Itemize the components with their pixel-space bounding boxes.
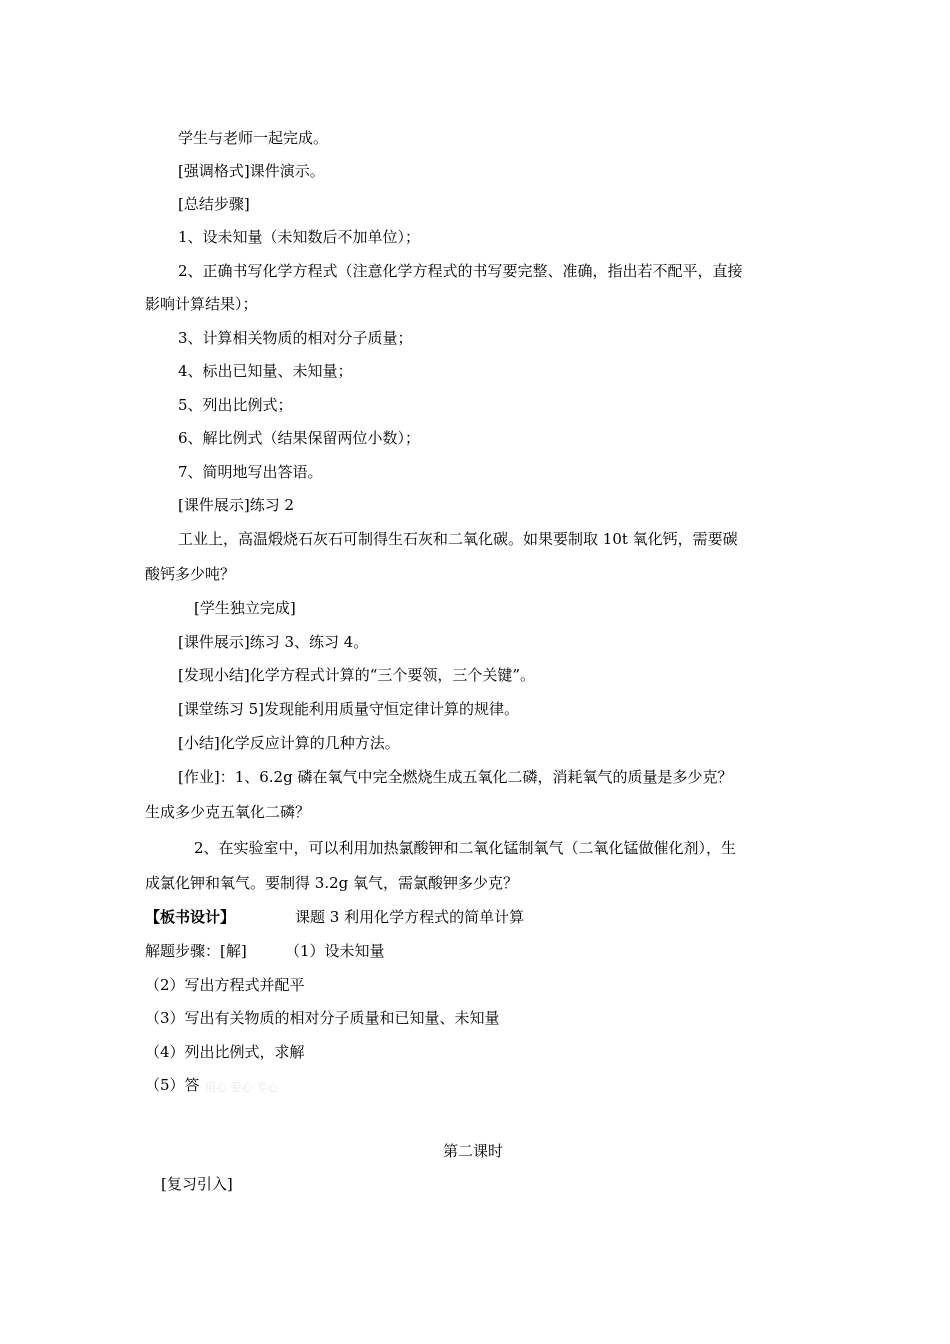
text-line: （5）答 (145, 1076, 200, 1094)
text-line: （3）写出有关物质的相对分子质量和已知量、未知量 (145, 1009, 500, 1027)
watermark-text: 用心 爱心 专心 (205, 1081, 278, 1094)
text-line: 2、正确书写化学方程式（注意化学方程式的书写要完整、准确，指出若不配平，直接 (178, 262, 743, 280)
text-line: [课件展示]练习 2 (178, 496, 295, 514)
text-line: [发现小结]化学方程式计算的“三个要领，三个关键”。 (178, 666, 536, 684)
text-line: [课堂练习 5]发现能利用质量守恒定律计算的规律。 (178, 700, 520, 718)
text-line: 影响计算结果）； (145, 295, 258, 313)
text-line: [小结]化学反应计算的几种方法。 (178, 734, 400, 752)
section-title: 第二课时 (443, 1142, 504, 1160)
text-line: [作业]：1、6.2g 磷在氧气中完全燃烧生成五氧化二磷，消耗氧气的质量是多少克？ (178, 768, 733, 786)
text-line: 学生与老师一起完成。 (178, 129, 329, 147)
text-line: [总结步骤] (178, 195, 250, 213)
text-line: 工业上，高温煅烧石灰石可制得生石灰和二氧化碳。如果要制取 10t 氧化钙，需要碳 (178, 530, 738, 548)
text-line: 1、设未知量（未知数后不加单位）； (178, 228, 421, 246)
text-line: 2、在实验室中，可以利用加热氯酸钾和二氧化锰制氧气（二氧化锰做催化剂），生 (194, 839, 737, 857)
text-line: [课件展示]练习 3、练习 4。 (178, 633, 369, 651)
text-line: （1）设未知量 (285, 942, 385, 960)
text-line: 4、标出已知量、未知量； (178, 362, 353, 380)
text-line: [学生独立完成] (194, 599, 296, 617)
text-line: （4）列出比例式，求解 (145, 1043, 305, 1061)
text-line: 3、计算相关物质的相对分子质量； (178, 329, 413, 347)
text-line: 解题步骤：[解] (145, 942, 247, 960)
text-line: 酸钙多少吨？ (145, 565, 236, 583)
text-line: [复习引入] (161, 1175, 233, 1193)
text-line: [强调格式]课件演示。 (178, 162, 325, 180)
board-design-label: 【板书设计】 (145, 908, 236, 926)
board-design-title: 课题 3 利用化学方程式的简单计算 (295, 908, 525, 926)
text-line: 6、解比例式（结果保留两位小数）； (178, 429, 421, 447)
text-line: 5、列出比例式； (178, 396, 293, 414)
text-line: （2）写出方程式并配平 (145, 976, 305, 994)
text-line: 成氯化钾和氧气。要制得 3.2g 氧气，需氯酸钾多少克？ (145, 874, 518, 892)
text-line: 7、简明地写出答语。 (178, 463, 323, 481)
text-line: 生成多少克五氧化二磷？ (145, 803, 311, 821)
